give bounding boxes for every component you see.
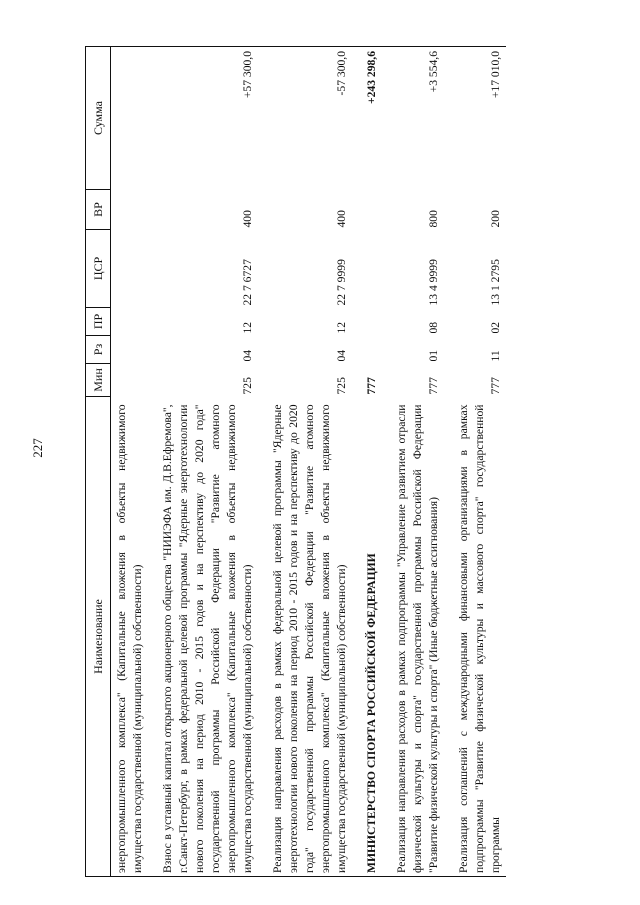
row-vr: 400 [240, 210, 254, 228]
header-vr: ВР [86, 190, 111, 230]
table-row [267, 47, 352, 877]
row-gap [258, 47, 267, 877]
table-row [111, 47, 148, 877]
table-row-ministry [361, 47, 382, 877]
row-pr: 12 [334, 321, 348, 334]
row-name: Реализация соглашений с международными финансовыми организациями в рамках подпрограммы "Развитие физической культуры и массового спорта" государственной программы [453, 397, 506, 877]
row-sum: +17 010,0 [453, 47, 506, 190]
row-vr [111, 190, 148, 230]
row-rz: 04 [240, 349, 254, 362]
row-pr: 02 [488, 321, 502, 334]
header-name: Наименование [86, 397, 111, 877]
row-gap [352, 47, 361, 877]
row-min: 725 [240, 377, 254, 395]
row-sum: +3 554,6 [391, 47, 444, 190]
row-min: 777 [426, 377, 440, 395]
row-pr: 12 [240, 321, 254, 334]
row-sum: +57 300,0 [157, 47, 258, 190]
row-min: 725 [334, 377, 348, 395]
header-min: Мин [86, 364, 111, 397]
header-csr: ЦСР [86, 230, 111, 308]
row-name: МИНИСТЕРСТВО СПОРТА РОССИЙСКОЙ ФЕДЕРАЦИИ [361, 397, 382, 877]
budget-table [85, 46, 506, 877]
row-rz [361, 336, 382, 364]
row-pr [111, 308, 148, 336]
row-sum [111, 47, 148, 190]
row-name: Взнос в уставный капитал открытого акционерного общества "НИИЭФА им. Д.В.Ефремова", г.Санкт-Петербург, в рамках федеральной целевой программы "Ядерные энерготехнологии нового поколения на период 2010 - 2015 годов и на перспективу до 2020 года" государственной программы Российской Федерации "Развитие атомного энергопромышленного комплекса" (Капитальные вложения в объекты недвижимого имущества государственной (муниципальной) собственности) [157, 397, 258, 877]
row-name: Реализация направления расходов в рамках федеральной целевой программы "Ядерные энерготехнологии нового поколения на период 2010 - 2015 годов и на перспективу до 2020 года" государственной программы Российской Федерации "Развитие атомного энергопромышленного комплекса" (Капитальные вложения в объекты недвижимого имущества государственной (муниципальной) собственности) [267, 397, 352, 877]
row-csr [111, 230, 148, 308]
header-rz: Рз [86, 336, 111, 364]
table-row [453, 47, 506, 877]
row-gap [444, 47, 453, 877]
row-csr [361, 230, 382, 308]
rotated-page [85, 47, 605, 877]
row-csr: 22 7 6727 [240, 259, 254, 306]
page-number: 227 [29, 438, 45, 458]
row-min: 777 [488, 377, 502, 395]
row-pr [361, 308, 382, 336]
row-rz: 01 [426, 349, 440, 362]
row-gap [382, 47, 391, 877]
row-vr [361, 190, 382, 230]
row-rz [111, 336, 148, 364]
row-csr: 13 4 9999 [426, 259, 440, 306]
row-csr: 22 7 9999 [334, 259, 348, 306]
row-rz: 11 [488, 350, 502, 362]
header-row [86, 47, 111, 877]
row-sum: -57 300,0 [267, 47, 352, 190]
row-pr: 08 [426, 321, 440, 334]
row-vr: 200 [488, 210, 502, 228]
header-sum: Сумма [86, 47, 111, 190]
row-vr: 400 [334, 210, 348, 228]
row-csr: 13 1 2795 [488, 259, 502, 306]
row-vr: 800 [426, 210, 440, 228]
table-body [111, 47, 506, 877]
row-gap [148, 47, 157, 877]
table-row [391, 47, 444, 877]
row-rz: 04 [334, 349, 348, 362]
table-row [157, 47, 258, 877]
row-min [111, 364, 148, 397]
row-name: Реализация направления расходов в рамках подпрограммы "Управление развитием отрасли физической культуры и спорта" государственной программы Российской Федерации "Развитие физической культуры и спорта" (Иные бюджетные ассигнования) [391, 397, 444, 877]
row-min: 777 [364, 377, 378, 395]
header-pr: ПР [86, 308, 111, 336]
row-sum: +243 298,6 [361, 47, 382, 190]
row-name: энергопромышленного комплекса" (Капитальные вложения в объекты недвижимого имущества государственной (муниципальной) собственности) [111, 397, 148, 877]
